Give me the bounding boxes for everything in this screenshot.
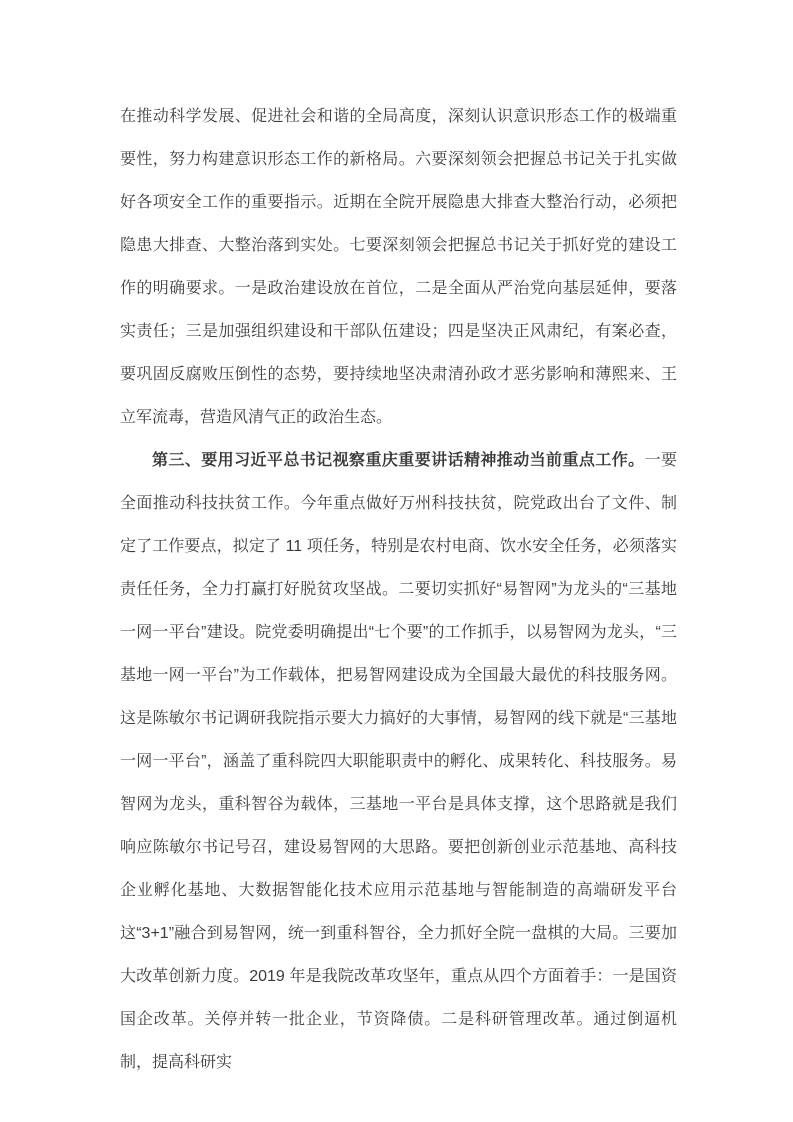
paragraph-2-text: 一要全面推动科技扶贫工作。今年重点做好万州科技扶贫，院党政出台了文件、制定了工作要点，拟定了 11 项任务，特别是农村电商、饮水安全任务，必须落实责任任务，全力打赢打好脱贫攻坚战。二要切实抓好“易智网”为龙头的“三基地一网一平台”建设。院党委明确提出“七个要”的工作抓手，以易智网为龙头，“三基地一网一平台”为工作载体，把易智网建设成为全国最大最优的科技服务网。这是陈敏尔书记调研我院指示要大力搞好的大事情，易智网的线下就是“三基地一网一平台”，涵盖了重科院四大职能职责中的孵化、成果转化、科技服务。易智网为龙头，重科智谷为载体，三基地一平台是具体支撑，这个思路就是我们响应陈敏尔书记号召，建设易智网的大思路。要把创新创业示范基地、高科技企业孵化基地、大数据智能化技术应用示范基地与智能制造的高端研发平台这“3+1”融合到易智网，统一到重科智谷，全力抓好全院一盘棋的大局。三要加大改革创新力度。2019 年是我院改革攻坚年，重点从四个方面着手：一是国资国企改革。关停并转一批企业，节资降债。二是科研管理改革。通过倒逼机制，提高科研实 [120, 452, 677, 1071]
paragraph-2-bold-lead: 第三、要用习近平总书记视察重庆重要讲话精神推动当前重点工作。 [152, 452, 645, 469]
paragraph-1-text: 在推动科学发展、促进社会和谐的全局高度，深刻认识意识形态工作的极端重要性，努力构建意识形态工作的新格局。六要深刻领会把握总书记关于扎实做好各项安全工作的重要指示。近期在全院开展隐患大排查大整治行动，必须把隐患大排查、大整治落到实处。七要深刻领会把握总书记关于抓好党的建设工作的明确要求。一是政治建设放在首位，二是全面从严治党向基层延伸，要落实责任；三是加强组织建设和干部队伍建设；四是坚决正风肃纪，有案必查，要巩固反腐败压倒性的态势，要持续地坚决肃清孙政才恶劣影响和薄熙来、王立军流毒，营造风清气正的政治生态。 [120, 108, 677, 426]
paragraph-2 [120, 439, 677, 1084]
paragraph-1 [120, 95, 677, 439]
